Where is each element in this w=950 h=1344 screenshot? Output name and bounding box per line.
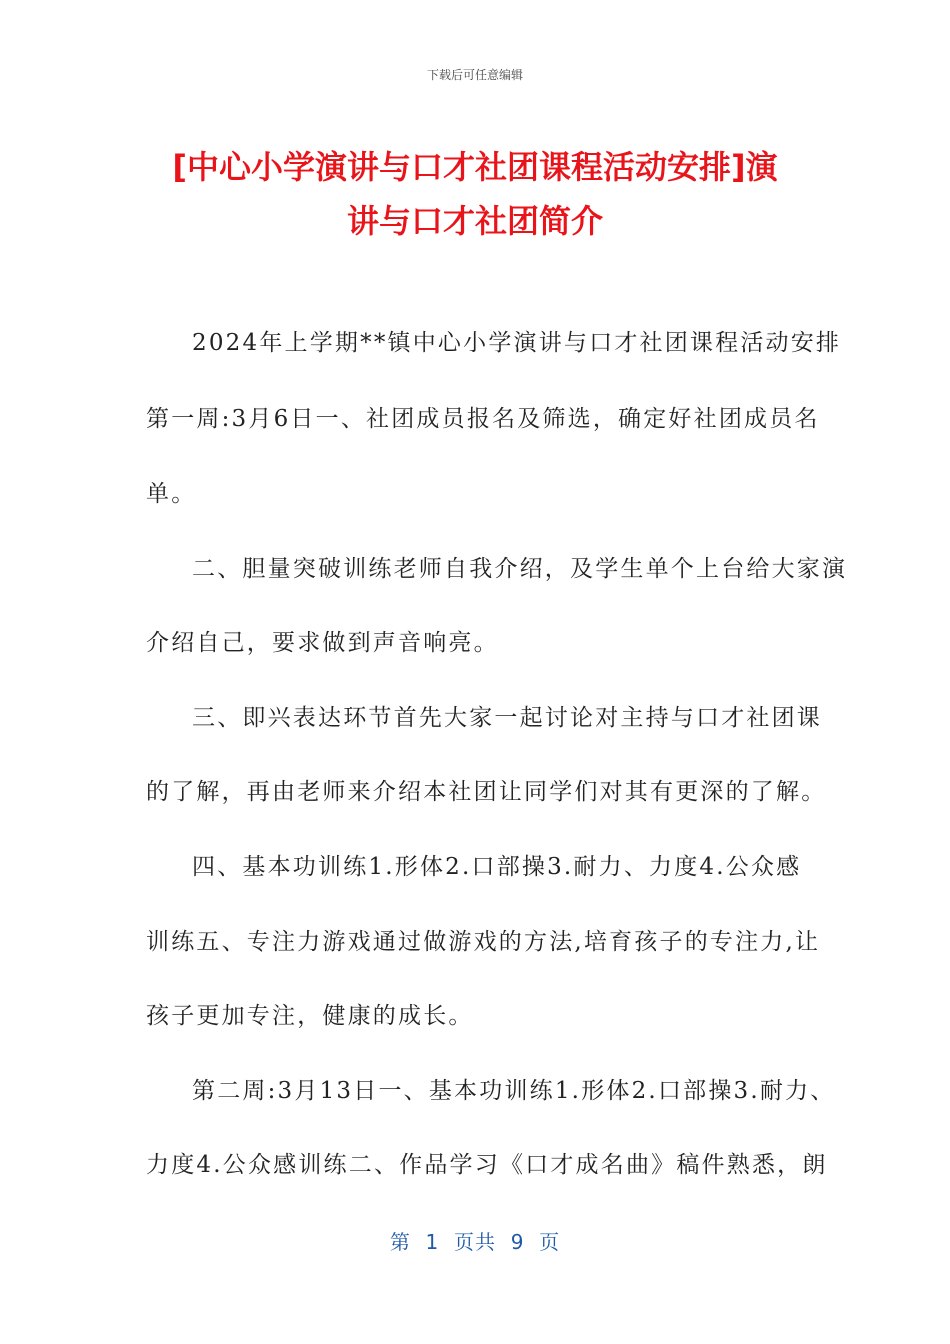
paragraph-line: 2024年上学期**镇中心小学演讲与口才社团课程活动安排 (192, 330, 842, 356)
paragraph-line: 训练五、专注力游戏通过做游戏的方法,培育孩子的专注力,让 (146, 929, 821, 955)
document-title (100, 140, 850, 248)
paragraph-line: 的了解，再由老师来介绍本社团让同学们对其有更深的了解。 (146, 779, 827, 805)
paragraph-line: 介绍自己，要求做到声音响亮。 (146, 630, 499, 656)
paragraph-line: 三、即兴表达环节首先大家一起讨论对主持与口才社团课 (192, 705, 822, 731)
paragraph-line: 单。 (146, 481, 197, 507)
paragraph-line: 第二周:3月13日一、基本功训练1.形体2.口部操3.耐力、 (192, 1078, 836, 1104)
title-line-1: [中心小学演讲与口才社团课程活动安排]演 (172, 148, 778, 186)
paragraph-line: 二、胆量突破训练老师自我介绍，及学生单个上台给大家演 (192, 556, 848, 582)
paragraph-line: 孩子更加专注，健康的成长。 (146, 1003, 474, 1029)
title-line-2: 讲与口才社团简介 (346, 202, 603, 240)
paragraph-line: 力度4.公众感训练二、作品学习《口才成名曲》稿件熟悉，朗 (146, 1152, 828, 1178)
page-header: 下载后可任意编辑 (426, 68, 523, 82)
paragraph-line: 第一周:3月6日一、社团成员报名及筛选，确定好社团成员名 (146, 406, 820, 432)
paragraph-line: 四、基本功训练1.形体2.口部操3.耐力、力度4.公众感 (192, 854, 802, 880)
page-number-footer: 第 1 页共 9 页 (389, 1230, 561, 1254)
